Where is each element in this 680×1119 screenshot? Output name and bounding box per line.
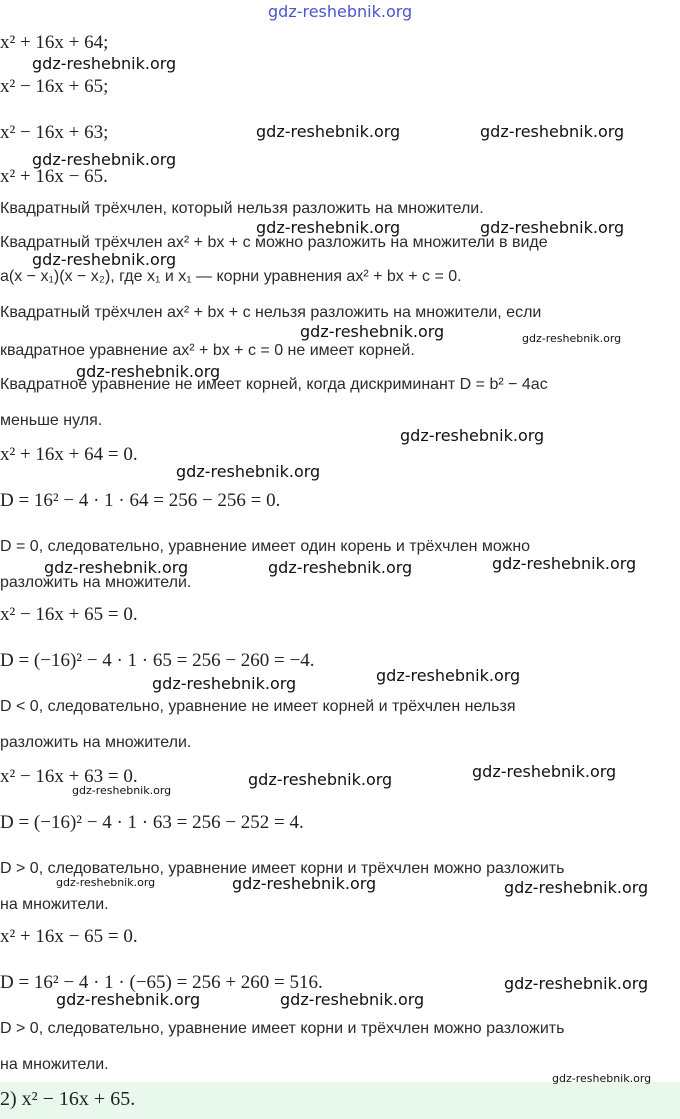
- watermark: gdz-reshebnik.org: [232, 874, 377, 893]
- equation-3: x² − 16x + 63 = 0.: [0, 766, 138, 787]
- watermark: gdz-reshebnik.org: [480, 218, 625, 237]
- watermark: gdz-reshebnik.org: [376, 666, 521, 685]
- conclusion-2: D < 0, следовательно, уравнение не имеет корней и трёхчлен нельзя: [0, 698, 516, 715]
- watermark: gdz-reshebnik.org: [522, 332, 622, 345]
- discriminant-2: D = (−16)² − 4 · 1 · 65 = 256 − 260 = −4.: [0, 650, 315, 671]
- next-item-heading: 2) x² − 16x + 65.: [0, 1088, 136, 1110]
- equation-4: x² + 16x − 65 = 0.: [0, 926, 138, 947]
- watermark: gdz-reshebnik.org: [492, 554, 637, 573]
- answer-heading: Квадратный трёхчлен, который нельзя разложить на множители.: [0, 200, 484, 217]
- expression-3: x² − 16x + 63;: [0, 122, 109, 143]
- watermark: gdz-reshebnik.org: [504, 878, 649, 897]
- watermark: gdz-reshebnik.org: [480, 122, 625, 141]
- explanation-line: Квадратное уравнение не имеет корней, когда дискриминант D = b² − 4ac: [0, 376, 548, 393]
- watermark: gdz-reshebnik.org: [280, 990, 425, 1009]
- watermark: gdz-reshebnik.org: [44, 558, 189, 577]
- expression-1: x² + 16x + 64;: [0, 32, 109, 53]
- watermark: gdz-reshebnik.org: [56, 876, 156, 889]
- watermark: gdz-reshebnik.org: [400, 426, 545, 445]
- discriminant-1: D = 16² − 4 · 1 · 64 = 256 − 256 = 0.: [0, 490, 281, 511]
- watermark: gdz-reshebnik.org: [300, 322, 445, 341]
- watermark: gdz-reshebnik.org: [32, 150, 177, 169]
- conclusion-4: D > 0, следовательно, уравнение имеет корни и трёхчлен можно разложить: [0, 1020, 565, 1037]
- watermark: gdz-reshebnik.org: [256, 122, 401, 141]
- conclusion-1-cont: разложить на множители.: [0, 574, 192, 591]
- watermark: gdz-reshebnik.org: [504, 974, 649, 993]
- watermark-top: gdz-reshebnik.org: [268, 2, 413, 21]
- equation-1: x² + 16x + 64 = 0.: [0, 444, 138, 465]
- conclusion-4-cont: на множители.: [0, 1056, 109, 1073]
- expression-4: x² + 16x − 65.: [0, 166, 108, 187]
- discriminant-3: D = (−16)² − 4 · 1 · 63 = 256 − 252 = 4.: [0, 812, 304, 833]
- watermark: gdz-reshebnik.org: [56, 990, 201, 1009]
- conclusion-1: D = 0, следовательно, уравнение имеет один корень и трёхчлен можно: [0, 538, 531, 555]
- explanation-line: a(x − x₁)(x − x₂), где x₁ и x₁ — корни уравнения ax² + bx + c = 0.: [0, 268, 462, 285]
- watermark: gdz-reshebnik.org: [72, 784, 172, 797]
- watermark: gdz-reshebnik.org: [32, 250, 177, 269]
- watermark: gdz-reshebnik.org: [552, 1072, 652, 1085]
- watermark: gdz-reshebnik.org: [76, 362, 221, 381]
- explanation-line: квадратное уравнение ax² + bx + c = 0 не имеет корней.: [0, 342, 415, 359]
- watermark: gdz-reshebnik.org: [472, 762, 617, 781]
- conclusion-3: D > 0, следовательно, уравнение имеет корни и трёхчлен можно разложить: [0, 860, 565, 877]
- watermark: gdz-reshebnik.org: [248, 770, 393, 789]
- watermark: gdz-reshebnik.org: [268, 558, 413, 577]
- watermark: gdz-reshebnik.org: [152, 674, 297, 693]
- explanation-line: меньше нуля.: [0, 412, 103, 429]
- watermark: gdz-reshebnik.org: [256, 218, 401, 237]
- conclusion-3-cont: на множители.: [0, 896, 109, 913]
- watermark: gdz-reshebnik.org: [32, 54, 177, 73]
- expression-2: x² − 16x + 65;: [0, 76, 109, 97]
- explanation-line: Квадратный трёхчлен ax² + bx + c можно разложить на множители в виде: [0, 234, 548, 251]
- discriminant-4: D = 16² − 4 · 1 · (−65) = 256 + 260 = 516.: [0, 972, 323, 993]
- equation-2: x² − 16x + 65 = 0.: [0, 604, 138, 625]
- conclusion-2-cont: разложить на множители.: [0, 734, 192, 751]
- watermark: gdz-reshebnik.org: [176, 462, 321, 481]
- explanation-line: Квадратный трёхчлен ax² + bx + c нельзя разложить на множители, если: [0, 304, 542, 321]
